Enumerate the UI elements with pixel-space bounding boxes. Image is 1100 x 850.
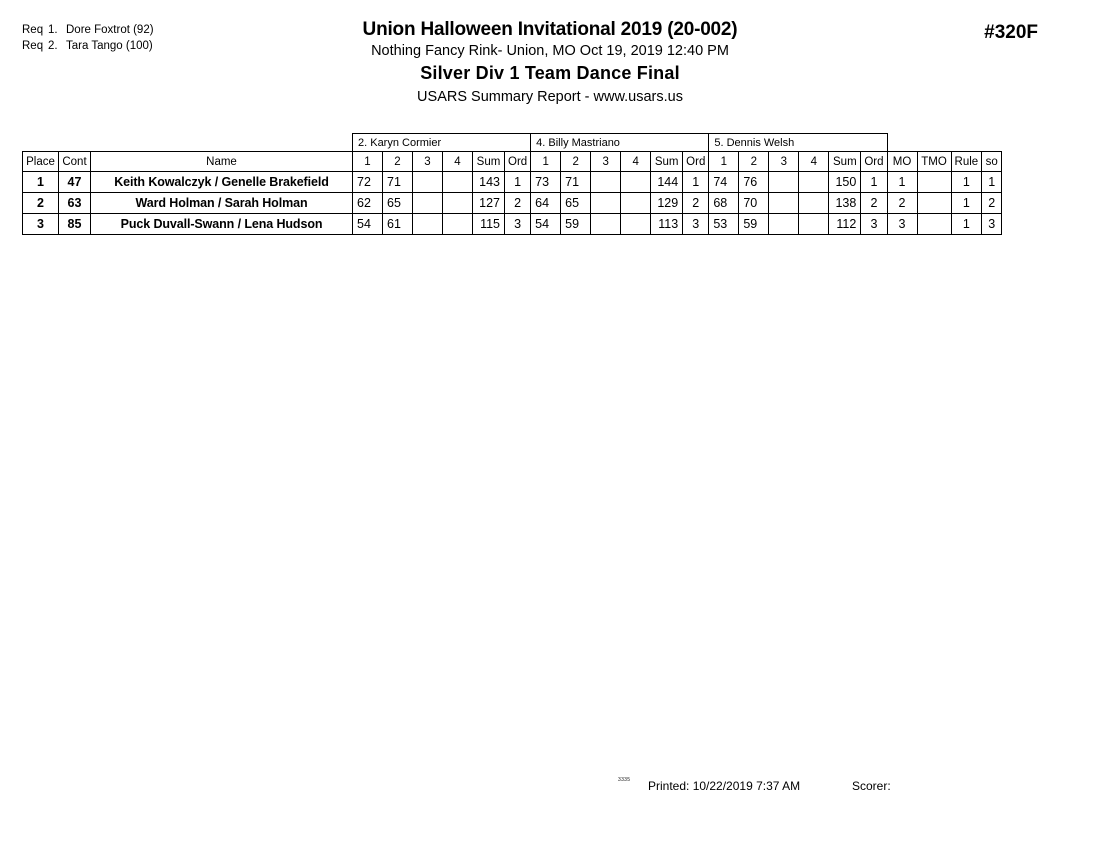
header-judge1-score-4: 4 bbox=[443, 152, 473, 172]
row-3-judge2-score-4 bbox=[621, 214, 651, 235]
report-header bbox=[0, 18, 1100, 108]
row-3-judge1-score-2: 61 bbox=[383, 214, 413, 235]
header-so: so bbox=[982, 152, 1002, 172]
row-3-judge3-ord: 3 bbox=[861, 214, 887, 235]
row-3-judge3-score-2: 59 bbox=[739, 214, 769, 235]
event-title: Silver Div 1 Team Dance Final bbox=[420, 63, 680, 83]
event-number: #320F bbox=[984, 22, 1038, 43]
row-3-so: 3 bbox=[982, 214, 1002, 235]
requirement-number: 1. bbox=[48, 24, 58, 36]
row-2-judge2-score-2: 65 bbox=[561, 193, 591, 214]
row-1-judge2-sum: 144 bbox=[651, 172, 683, 193]
header-judge3-score-4: 4 bbox=[799, 152, 829, 172]
row-3-judge1-score-3 bbox=[413, 214, 443, 235]
row-2-judge1-score-3 bbox=[413, 193, 443, 214]
column-header-row bbox=[23, 152, 1002, 172]
results-table bbox=[22, 133, 1002, 235]
row-1-judge1-score-2: 71 bbox=[383, 172, 413, 193]
row-2-judge2-sum: 129 bbox=[651, 193, 683, 214]
row-1-judge3-score-1: 74 bbox=[709, 172, 739, 193]
row-2-so: 2 bbox=[982, 193, 1002, 214]
row-1-so: 1 bbox=[982, 172, 1002, 193]
row-3-rule: 1 bbox=[951, 214, 982, 235]
row-2-judge1-score-1: 62 bbox=[353, 193, 383, 214]
row-1-judge3-ord: 1 bbox=[861, 172, 887, 193]
row-2-judge2-score-4 bbox=[621, 193, 651, 214]
row-2-name: Ward Holman / Sarah Holman bbox=[91, 193, 353, 214]
row-3-cont: 85 bbox=[59, 214, 91, 235]
header-judge3-ord: Ord bbox=[861, 152, 887, 172]
row-1-judge2-score-1: 73 bbox=[531, 172, 561, 193]
judge-header-2: 4. Billy Mastriano bbox=[531, 134, 709, 152]
row-1-judge1-ord: 1 bbox=[505, 172, 531, 193]
header-cont: Cont bbox=[59, 152, 91, 172]
row-3-judge3-sum: 112 bbox=[829, 214, 861, 235]
row-3-judge2-score-2: 59 bbox=[561, 214, 591, 235]
row-3-judge2-sum: 113 bbox=[651, 214, 683, 235]
header-judge3-score-1: 1 bbox=[709, 152, 739, 172]
header-judge2-ord: Ord bbox=[683, 152, 709, 172]
print-stamp-code: 3335 bbox=[618, 777, 631, 783]
row-3-judge2-ord: 3 bbox=[683, 214, 709, 235]
row-2-mo: 2 bbox=[887, 193, 917, 214]
row-1-judge3-sum: 150 bbox=[829, 172, 861, 193]
row-3-place: 3 bbox=[23, 214, 59, 235]
judge-row-tail-spacer bbox=[887, 134, 1002, 152]
row-2-place: 2 bbox=[23, 193, 59, 214]
judge-header-1: 2. Karyn Cormier bbox=[353, 134, 531, 152]
row-1-judge3-score-3 bbox=[769, 172, 799, 193]
header-judge2-sum: Sum bbox=[651, 152, 683, 172]
row-2-judge1-score-2: 65 bbox=[383, 193, 413, 214]
row-1-judge1-score-1: 72 bbox=[353, 172, 383, 193]
row-3-judge1-score-1: 54 bbox=[353, 214, 383, 235]
row-3-judge3-score-3 bbox=[769, 214, 799, 235]
table-row bbox=[23, 214, 1002, 235]
competition-title: Union Halloween Invitational 2019 (20-002) bbox=[362, 19, 738, 40]
header-mo: MO bbox=[887, 152, 917, 172]
header-judge2-score-1: 1 bbox=[531, 152, 561, 172]
row-1-place: 1 bbox=[23, 172, 59, 193]
results-table-container bbox=[22, 133, 1002, 235]
row-1-judge2-score-2: 71 bbox=[561, 172, 591, 193]
header-place: Place bbox=[23, 152, 59, 172]
row-1-judge3-score-4 bbox=[799, 172, 829, 193]
judge-row-spacer bbox=[23, 134, 353, 152]
header-rule: Rule bbox=[951, 152, 982, 172]
header-name: Name bbox=[91, 152, 353, 172]
row-1-judge1-score-3 bbox=[413, 172, 443, 193]
row-3-judge1-sum: 115 bbox=[473, 214, 505, 235]
row-2-judge3-score-2: 70 bbox=[739, 193, 769, 214]
requirement-number: 2. bbox=[48, 40, 58, 52]
requirement-text: Tara Tango (100) bbox=[66, 40, 153, 52]
requirement-text: Dore Foxtrot (92) bbox=[66, 24, 154, 36]
row-2-judge1-score-4 bbox=[443, 193, 473, 214]
header-judge3-score-2: 2 bbox=[739, 152, 769, 172]
report-subtitle: USARS Summary Report - www.usars.us bbox=[417, 89, 683, 105]
header-judge1-sum: Sum bbox=[473, 152, 505, 172]
row-3-judge2-score-3 bbox=[591, 214, 621, 235]
row-1-judge2-score-3 bbox=[591, 172, 621, 193]
row-2-rule: 1 bbox=[951, 193, 982, 214]
row-2-judge3-score-1: 68 bbox=[709, 193, 739, 214]
row-3-judge2-score-1: 54 bbox=[531, 214, 561, 235]
row-3-judge1-ord: 3 bbox=[505, 214, 531, 235]
row-3-judge3-score-4 bbox=[799, 214, 829, 235]
header-judge1-score-2: 2 bbox=[383, 152, 413, 172]
row-1-rule: 1 bbox=[951, 172, 982, 193]
row-2-judge3-ord: 2 bbox=[861, 193, 887, 214]
row-3-judge1-score-4 bbox=[443, 214, 473, 235]
requirement-label: Req bbox=[22, 40, 44, 52]
row-1-mo: 1 bbox=[887, 172, 917, 193]
header-judge1-score-3: 3 bbox=[413, 152, 443, 172]
header-judge2-score-2: 2 bbox=[561, 152, 591, 172]
row-2-judge3-score-4 bbox=[799, 193, 829, 214]
judge-header-3: 5. Dennis Welsh bbox=[709, 134, 887, 152]
table-row bbox=[23, 172, 1002, 193]
venue-and-date: Nothing Fancy Rink- Union, MO Oct 19, 2019 12:40 PM bbox=[371, 43, 729, 59]
header-judge3-score-3: 3 bbox=[769, 152, 799, 172]
judge-header-row bbox=[23, 134, 1002, 152]
row-1-judge2-ord: 1 bbox=[683, 172, 709, 193]
row-3-tmo bbox=[917, 214, 951, 235]
header-judge2-score-4: 4 bbox=[621, 152, 651, 172]
row-1-tmo bbox=[917, 172, 951, 193]
header-judge2-score-3: 3 bbox=[591, 152, 621, 172]
row-2-judge2-score-3 bbox=[591, 193, 621, 214]
row-3-mo: 3 bbox=[887, 214, 917, 235]
table-row bbox=[23, 193, 1002, 214]
header-judge3-sum: Sum bbox=[829, 152, 861, 172]
row-1-judge3-score-2: 76 bbox=[739, 172, 769, 193]
row-3-name: Puck Duvall-Swann / Lena Hudson bbox=[91, 214, 353, 235]
row-1-judge2-score-4 bbox=[621, 172, 651, 193]
row-1-cont: 47 bbox=[59, 172, 91, 193]
row-2-judge1-ord: 2 bbox=[505, 193, 531, 214]
requirement-label: Req bbox=[22, 24, 44, 36]
row-2-judge1-sum: 127 bbox=[473, 193, 505, 214]
report-footer bbox=[0, 779, 1100, 799]
row-2-judge3-score-3 bbox=[769, 193, 799, 214]
row-1-judge1-score-4 bbox=[443, 172, 473, 193]
header-tmo: TMO bbox=[917, 152, 951, 172]
row-2-judge2-score-1: 64 bbox=[531, 193, 561, 214]
scorer-label: Scorer: bbox=[852, 779, 891, 793]
printed-timestamp: Printed: 10/22/2019 7:37 AM bbox=[648, 779, 801, 793]
row-2-cont: 63 bbox=[59, 193, 91, 214]
row-2-judge2-ord: 2 bbox=[683, 193, 709, 214]
header-judge1-ord: Ord bbox=[505, 152, 531, 172]
row-2-tmo bbox=[917, 193, 951, 214]
row-3-judge3-score-1: 53 bbox=[709, 214, 739, 235]
row-1-judge1-sum: 143 bbox=[473, 172, 505, 193]
header-judge1-score-1: 1 bbox=[353, 152, 383, 172]
row-1-name: Keith Kowalczyk / Genelle Brakefield bbox=[91, 172, 353, 193]
row-2-judge3-sum: 138 bbox=[829, 193, 861, 214]
